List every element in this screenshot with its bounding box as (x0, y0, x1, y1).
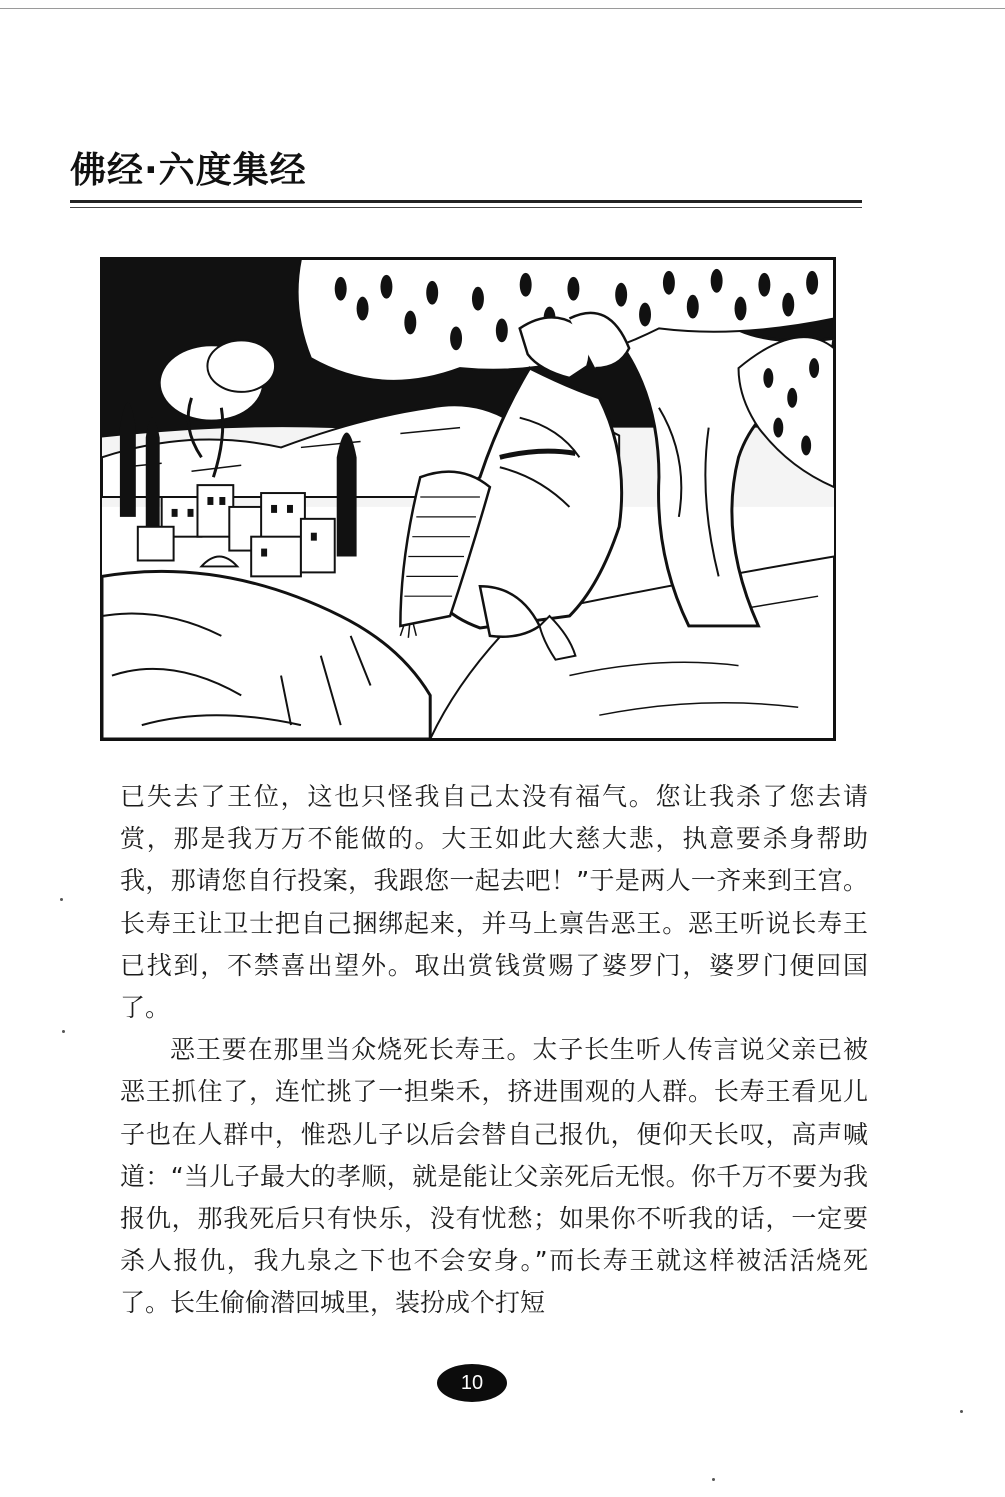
scan-speck (62, 1030, 65, 1033)
body-paragraph-1: 已失去了王位，这也只怪我自己太没有福气。您让我杀了您去请赏，那是我万万不能做的。大王如此大慈大悲，执意要杀身帮助我，那请您自行投案，我跟您一起去吧！”于是两人一齐来到王宫。长寿王让卫士把自己捆绑起来，并马上禀告恶王。恶王听说长寿王已找到，不禁喜出望外。取出赏钱赏赐了婆罗门，婆罗门便回国了。 (120, 782, 868, 1023)
body-paragraph-2: 恶王要在那里当众烧死长寿王。太子长生听人传言说父亲已被恶王抓住了，连忙挑了一担柴禾，挤进围观的人群。长寿王看见儿子也在人群中，惟恐儿子以后会替自己报仇，便仰天长叹，高声喊道：“当儿子最大的孝顺，就是能让父亲死后无恨。你千万不要为我报仇，那我死后只有快乐，没有忧愁；如果你不听我的话，一定要杀人报仇，我九泉之下也不会安身。”而长寿王就这样被活活烧死了。长生偷偷潜回城里，装扮成个打短 (120, 1035, 868, 1318)
woodcut-illustration-icon (102, 259, 834, 739)
scan-speck (960, 1410, 963, 1413)
woodcut-illustration (100, 257, 836, 741)
running-header-title: 佛经·六度集经 (70, 150, 307, 191)
scan-edge-line (0, 8, 1005, 9)
body-text (120, 776, 868, 1325)
header-rule-thin (70, 207, 862, 208)
scan-speck (60, 898, 63, 901)
header-rule-thick (70, 200, 862, 203)
page-number-badge (437, 1364, 507, 1402)
scan-speck (712, 1478, 715, 1481)
page-number: 10 (460, 1372, 484, 1394)
